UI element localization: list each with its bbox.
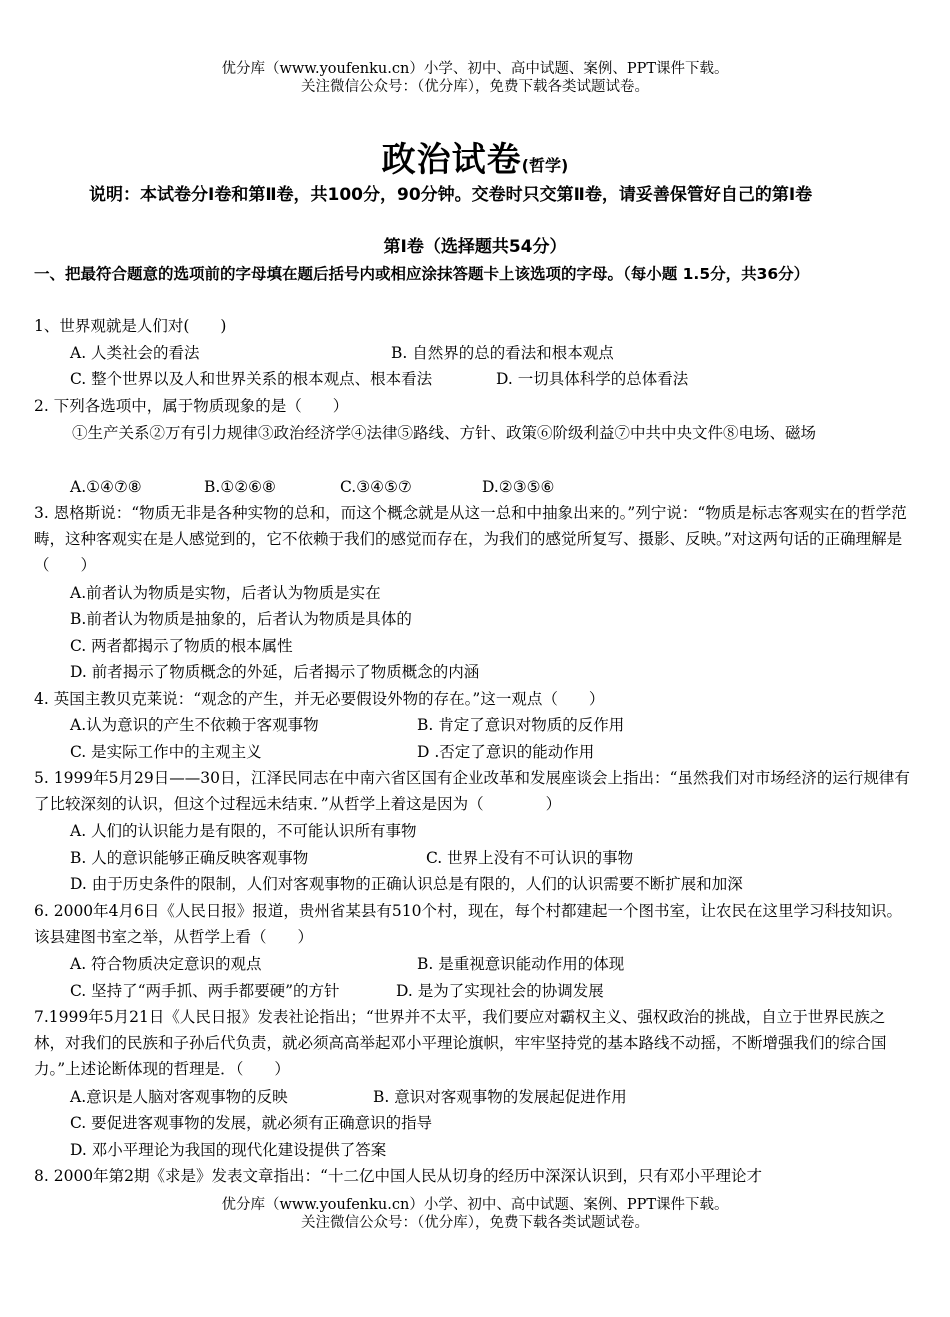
q3-option-c: C. 两者都揭示了物质的根本属性 bbox=[70, 637, 293, 655]
q7-option-a: A.意识是人脑对客观事物的反映 bbox=[70, 1088, 288, 1106]
q5-stem: 5. 1999年5月29日——30日，江泽民同志在中南六省区国有企业改革和发展座谈会上指出：“虽然我们对市场经济的运行规律有了比较深刻的认识，但这个过程远未结束．”从哲学上着这是因为（ ） bbox=[34, 769, 910, 813]
page-footer-line1: 优分库（www.youfenku.cn）小学、初中、高中试题、案例、PPT课件下载。 bbox=[221, 1197, 729, 1213]
q5-option-a: A. 人们的认识能力是有限的，不可能认识所有事物 bbox=[70, 822, 417, 840]
q6-option-d: D. 是为了实现社会的协调发展 bbox=[396, 982, 604, 1000]
q5-option-b: B. 人的意识能够正确反映客观事物 bbox=[70, 849, 309, 867]
q6-option-a: A. 符合物质决定意识的观点 bbox=[70, 955, 262, 973]
q6-option-c: C. 坚持了“两手抓、两手都要硬”的方针 bbox=[70, 982, 340, 1000]
q2-option-d: D.②③⑤⑥ bbox=[482, 478, 555, 496]
q3-stem: 3. 恩格斯说：“物质无非是各种实物的总和，而这个概念就是从这一总和中抽象出来的。”列宁说：“物质是标志客观实在的哲学范畴，这种客观实在是人感觉到的，它不依赖于我们的感觉而存在，为我们的感觉所复写、摄影、反映。”对这两句话的正确理解是（ ） bbox=[34, 504, 907, 574]
q7-option-b: B. 意识对客观事物的发展起促进作用 bbox=[373, 1088, 627, 1106]
q2-option-b: B.①②⑥⑧ bbox=[204, 478, 276, 496]
page-title: 政治试卷 bbox=[381, 140, 522, 180]
page-header-line1: 优分库（www.youfenku.cn）小学、初中、高中试题、案例、PPT课件下载。 bbox=[221, 61, 729, 77]
q8-stem: 8. 2000年第2期《求是》发表文章指出：“十二亿中国人民从切身的经历中深深认识到，只有邓小平理论才 bbox=[34, 1167, 762, 1185]
q4-option-a: A.认为意识的产生不依赖于客观事物 bbox=[70, 716, 319, 734]
q2-option-a: A.①④⑦⑧ bbox=[70, 478, 142, 496]
q4-option-c: C. 是实际工作中的主观主义 bbox=[70, 743, 262, 761]
title-block bbox=[0, 132, 950, 181]
q1-option-c: C. 整个世界以及人和世界关系的根本观点、根本看法 bbox=[70, 370, 433, 388]
q3-option-b: B.前者认为物质是抽象的，后者认为物质是具体的 bbox=[70, 610, 412, 628]
page-footer-line2: 关注微信公众号：（优分库），免费下载各类试题试卷。 bbox=[301, 1215, 649, 1231]
q7-stem: 7.1999年5月21日《人民日报》发表社论指出；“世界并不太平，我们要应对霸权主义、强权政治的挑战，自立于世界民族之林，对我们的民族和子孙后代负责，就必须高高举起邓小平理论旗帜，牢牢坚持党的基本路线不动摇，不断增强我们的综合国力。”上述论断体现的哲理是．（ ） bbox=[34, 1008, 887, 1078]
page-subtitle: (哲学) bbox=[521, 156, 569, 175]
q4-option-d: D .否定了意识的能动作用 bbox=[417, 743, 595, 761]
q6-stem: 6. 2000年4月6日《人民日报》报道，贵州省某县有510个村，现在，每个村都建起一个图书室，让农民在这里学习科技知识。该县建图书室之举，从哲学上看（ ） bbox=[34, 902, 902, 946]
q1-option-d: D. 一切具体科学的总体看法 bbox=[496, 370, 689, 388]
q4-option-b: B. 肯定了意识对物质的反作用 bbox=[417, 716, 625, 734]
q5-option-c: C. 世界上没有不可认识的事物 bbox=[426, 849, 634, 867]
q4-stem: 4. 英国主教贝克莱说：“观念的产生，并无必要假设外物的存在。”这一观点（ ） bbox=[34, 690, 605, 708]
q1-option-a: A. 人类社会的看法 bbox=[70, 344, 200, 362]
q7-option-c: C. 要促进客观事物的发展，就必须有正确意识的指导 bbox=[70, 1114, 433, 1132]
q3-option-d: D. 前者揭示了物质概念的外延，后者揭示了物质概念的内涵 bbox=[70, 663, 480, 681]
q1-stem: 1、世界观就是人们对( ) bbox=[34, 317, 227, 335]
q3-option-a: A.前者认为物质是实物，后者认为物质是实在 bbox=[70, 584, 381, 602]
q2-stem: 2. 下列各选项中，属于物质现象的是（ ） bbox=[34, 397, 349, 415]
q1-option-b: B. 自然界的总的看法和根本观点 bbox=[391, 344, 614, 362]
q2-list: ①生产关系②万有引力规律③政治经济学④法律⑤路线、方针、政策⑥阶级利益⑦中共中央文件⑧电场、磁场 bbox=[72, 424, 817, 442]
q7-option-d: D. 邓小平理论为我国的现代化建设提供了答案 bbox=[70, 1141, 387, 1159]
q6-option-b: B. 是重视意识能动作用的体现 bbox=[417, 955, 625, 973]
section-title: 第Ⅰ卷（选择题共54分） bbox=[383, 237, 567, 257]
part-one-instructions: 一、把最符合题意的选项前的字母填在题后括号内或相应涂抹答题卡上该选项的字母。（每小题 1.5分，共36分） bbox=[34, 265, 810, 283]
page-header-line2: 关注微信公众号：（优分库），免费下载各类试题试卷。 bbox=[301, 79, 649, 95]
instructions: 说明：本试卷分Ⅰ卷和第Ⅱ卷，共100分，90分钟。交卷时只交第Ⅱ卷，请妥善保管好自己的第Ⅰ卷 bbox=[89, 185, 813, 205]
q2-option-c: C.③④⑤⑦ bbox=[340, 478, 412, 496]
q5-option-d: D. 由于历史条件的限制，人们对客观事物的正确认识总是有限的，人们的认识需要不断扩展和加深 bbox=[70, 875, 743, 893]
